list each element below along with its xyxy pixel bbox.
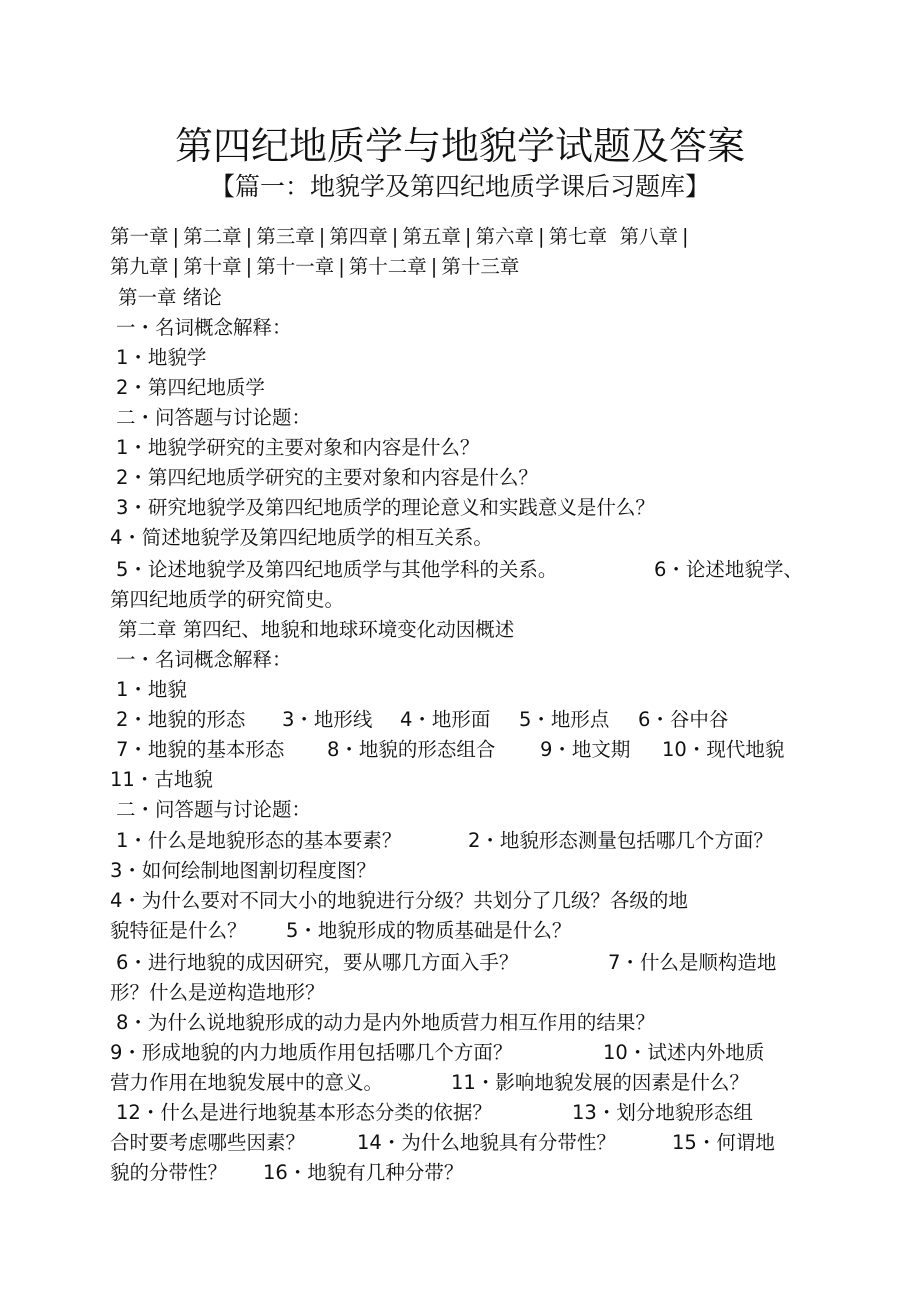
question-item: 6・进行地貌的成因研究，要从哪几方面入手？ [116,951,519,974]
question-item-continuation: 合时要考虑哪些因素？ [110,1131,306,1154]
chapter-link-6[interactable]: 第六章 [475,225,534,248]
section-terms-heading: 一・名词概念解释： [116,648,292,671]
chapter-link-1[interactable]: 第一章 [110,225,169,248]
term-item: 7・地貌的基本形态 [116,738,285,761]
question-item: 16・地貌有几种分带？ [263,1161,464,1184]
chapter-link-9[interactable]: 第九章 [110,255,169,278]
term-item: 4・地形面 [400,708,491,731]
nav-separator: | [172,255,180,278]
term-item: 1・地貌学 [116,346,207,369]
chapter-2-heading: 第二章 第四纪、地貌和地球环境变化动因概述 [118,618,515,641]
question-item: 9・形成地貌的内力地质作用包括哪几个方面？ [110,1041,513,1064]
question-item: 2・地貌形态测量包括哪几个方面？ [468,829,773,852]
question-item: 3・如何绘制地图割切程度图？ [110,859,376,882]
question-item: 13・划分地貌形态组 [572,1101,753,1124]
question-item: 2・第四纪地质学研究的主要对象和内容是什么？ [116,466,538,489]
question-item: 15・何谓地 [672,1131,775,1154]
nav-separator: | [391,225,399,248]
question-item: 10・试述内外地质 [603,1041,765,1064]
term-item: 2・地貌的形态 [116,708,246,731]
chapter-link-3[interactable]: 第三章 [256,225,315,248]
chapter-link-4[interactable]: 第四章 [329,225,388,248]
chapter-link-8[interactable]: 第八章 [619,225,678,248]
question-item-continuation: 营力作用在地貌发展中的意义。 [110,1071,384,1094]
document-title: 第四纪地质学与地貌学试题及答案 [174,124,745,168]
nav-separator: | [245,255,253,278]
chapter-link-12[interactable]: 第十二章 [348,255,427,278]
question-item: 4・为什么要对不同大小的地貌进行分级？共划分了几级？各级的地 [110,889,688,912]
chapter-nav-row-2 [110,252,519,282]
term-item: 9・地文期 [540,738,631,761]
section-questions-heading: 二・问答题与讨论题： [116,798,312,821]
question-item-continuation: 貌特征是什么？ [110,919,247,942]
term-item: 5・地形点 [519,708,610,731]
question-item: 12・什么是进行地貌基本形态分类的依据？ [116,1101,492,1124]
chapter-link-7[interactable]: 第七章 [548,225,608,248]
term-item: 6・谷中谷 [638,708,729,731]
nav-separator: | [338,255,345,278]
question-item: 4・简述地貌学及第四纪地质学的相互关系。 [110,526,493,549]
chapter-link-10[interactable]: 第十章 [183,255,242,278]
chapter-1-heading: 第一章 绪论 [118,286,222,309]
term-item: 1・地貌 [116,678,187,701]
question-item: 1・地貌学研究的主要对象和内容是什么？ [116,436,480,459]
chapter-nav-row-1 [110,222,693,252]
question-item-continuation: 形？什么是逆构造地形？ [110,981,325,1004]
nav-separator: | [245,225,253,248]
term-item: 2・第四纪地质学 [116,376,265,399]
nav-separator: | [430,255,438,278]
nav-separator: | [537,225,545,248]
chapter-link-11[interactable]: 第十一章 [256,255,335,278]
question-item: 14・为什么地貌具有分带性？ [357,1131,616,1154]
question-item-continuation: 貌的分带性？ [110,1161,228,1184]
question-item: 6・论述地貌学、 [654,558,803,581]
question-item: 1・什么是地貌形态的基本要素？ [116,829,402,852]
nav-separator: | [464,225,472,248]
nav-separator: | [682,225,689,248]
term-item: 8・地貌的形态组合 [327,738,496,761]
nav-separator: | [318,225,326,248]
question-item: 11・影响地貌发展的因素是什么？ [451,1071,749,1094]
question-item: 7・什么是顺构造地 [608,951,777,974]
question-item: 5・论述地貌学及第四纪地质学与其他学科的关系。 [116,558,558,581]
chapter-link-13[interactable]: 第十三章 [441,255,520,278]
question-item: 5・地貌形成的物质基础是什么？ [286,919,572,942]
question-item: 8・为什么说地貌形成的动力是内外地质营力相互作用的结果？ [116,1011,655,1034]
term-item: 10・现代地貌 [662,738,785,761]
chapter-link-2[interactable]: 第二章 [183,225,242,248]
term-item: 11・古地貌 [110,768,213,791]
question-item-continuation: 第四纪地质学的研究简史。 [110,588,345,611]
nav-separator: | [172,225,180,248]
section-questions-heading: 二・问答题与讨论题： [116,406,312,429]
question-item: 3・研究地貌学及第四纪地质学的理论意义和实践意义是什么？ [116,496,655,519]
section-terms-heading: 一・名词概念解释： [116,316,292,339]
term-item: 3・地形线 [282,708,373,731]
chapter-link-5[interactable]: 第五章 [402,225,461,248]
document-subtitle: 【篇一：地貌学及第四纪地质学课后习题库】 [209,172,710,201]
